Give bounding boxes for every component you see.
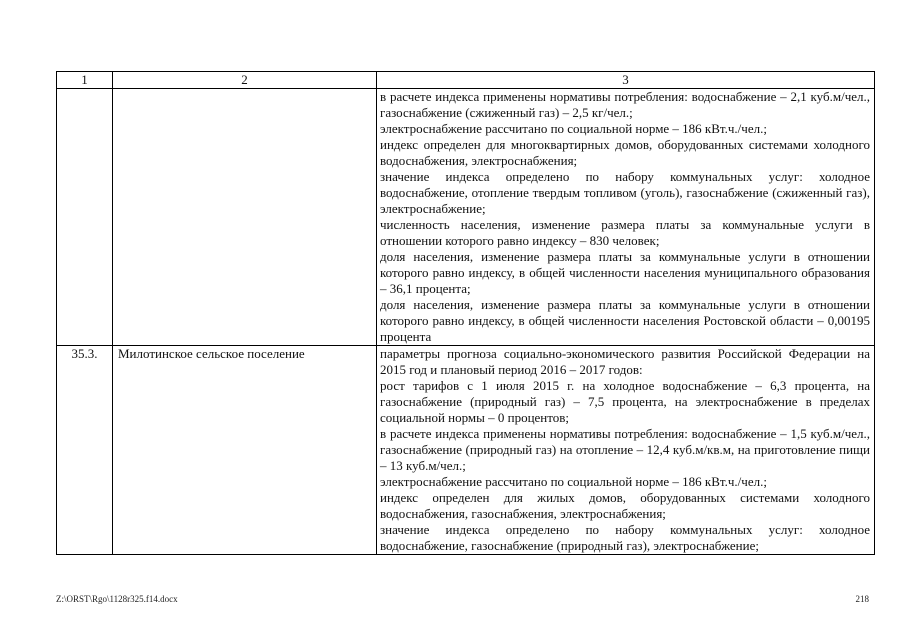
content-paragraph: рост тарифов с 1 июля 2015 г. на холодное водоснабжение – 6,3 процента, на газоснабжение (природный газ) – 7,5 процента, на электроснабжение в пределах социальной нормы – 0 процентов; <box>380 378 870 425</box>
table-row <box>57 89 875 346</box>
header-cell-3: 3 <box>377 72 875 89</box>
document-table <box>56 71 875 555</box>
content-paragraph: электроснабжение рассчитано по социальной норме – 186 кВт.ч./чел.; <box>380 474 767 489</box>
row-name-cell <box>113 89 377 346</box>
content-paragraph: значение индекса определено по набору коммунальных услуг: холодное водоснабжение, газоснабжение (природный газ), электроснабжение; <box>380 522 870 553</box>
content-paragraph: значение индекса определено по набору коммунальных услуг: холодное водоснабжение, отопление твердым топливом (уголь), газоснабжение (сжиженный газ), электроснабжение; <box>380 169 870 216</box>
footer-file-path: Z:\ORST\Rgo\1128r325.f14.docx <box>56 594 178 604</box>
header-cell-2: 2 <box>113 72 377 89</box>
row-name-cell: Милотинское сельское поселение <box>113 346 377 555</box>
content-paragraph: доля населения, изменение размера платы за коммунальные услуги в отношении которого равно индексу, в общей численности населения Ростовской области – 0,00195 процента <box>380 297 870 344</box>
content-paragraph: индекс определен для многоквартирных домов, оборудованных системами холодного водоснабжения, электроснабжения; <box>380 137 870 168</box>
row-content-cell <box>377 346 875 555</box>
table-header-row <box>57 72 875 89</box>
content-paragraph: параметры прогноза социально-экономического развития Российской Федерации на 2015 год и плановый период 2016 – 2017 годов: <box>380 346 870 377</box>
row-number-cell: 35.3. <box>57 346 113 555</box>
content-paragraph: электроснабжение рассчитано по социальной норме – 186 кВт.ч./чел.; <box>380 121 767 136</box>
content-paragraph: численность населения, изменение размера платы за коммунальные услуги в отношении которого равно индексу – 830 человек; <box>380 217 870 248</box>
content-paragraph: доля населения, изменение размера платы за коммунальные услуги в отношении которого равно индексу, в общей численности населения муниципального образования – 36,1 процента; <box>380 249 870 296</box>
content-paragraph: индекс определен для жилых домов, оборудованных системами холодного водоснабжения, газоснабжения, электроснабжения; <box>380 490 870 521</box>
content-paragraph: в расчете индекса применены нормативы потребления: водоснабжение – 1,5 куб.м/чел., газоснабжение (природный газ) на отопление – 12,4 куб.м/кв.м, на приготовление пищи – 13 куб.м/чел.; <box>380 426 870 473</box>
content-paragraph: в расчете индекса применены нормативы потребления: водоснабжение – 2,1 куб.м/чел., газоснабжение (сжиженный газ) – 2,5 кг/чел.; <box>380 89 870 120</box>
row-content-cell <box>377 89 875 346</box>
row-number-cell <box>57 89 113 346</box>
table-row <box>57 346 875 555</box>
header-cell-1: 1 <box>57 72 113 89</box>
page-number: 218 <box>855 594 869 604</box>
